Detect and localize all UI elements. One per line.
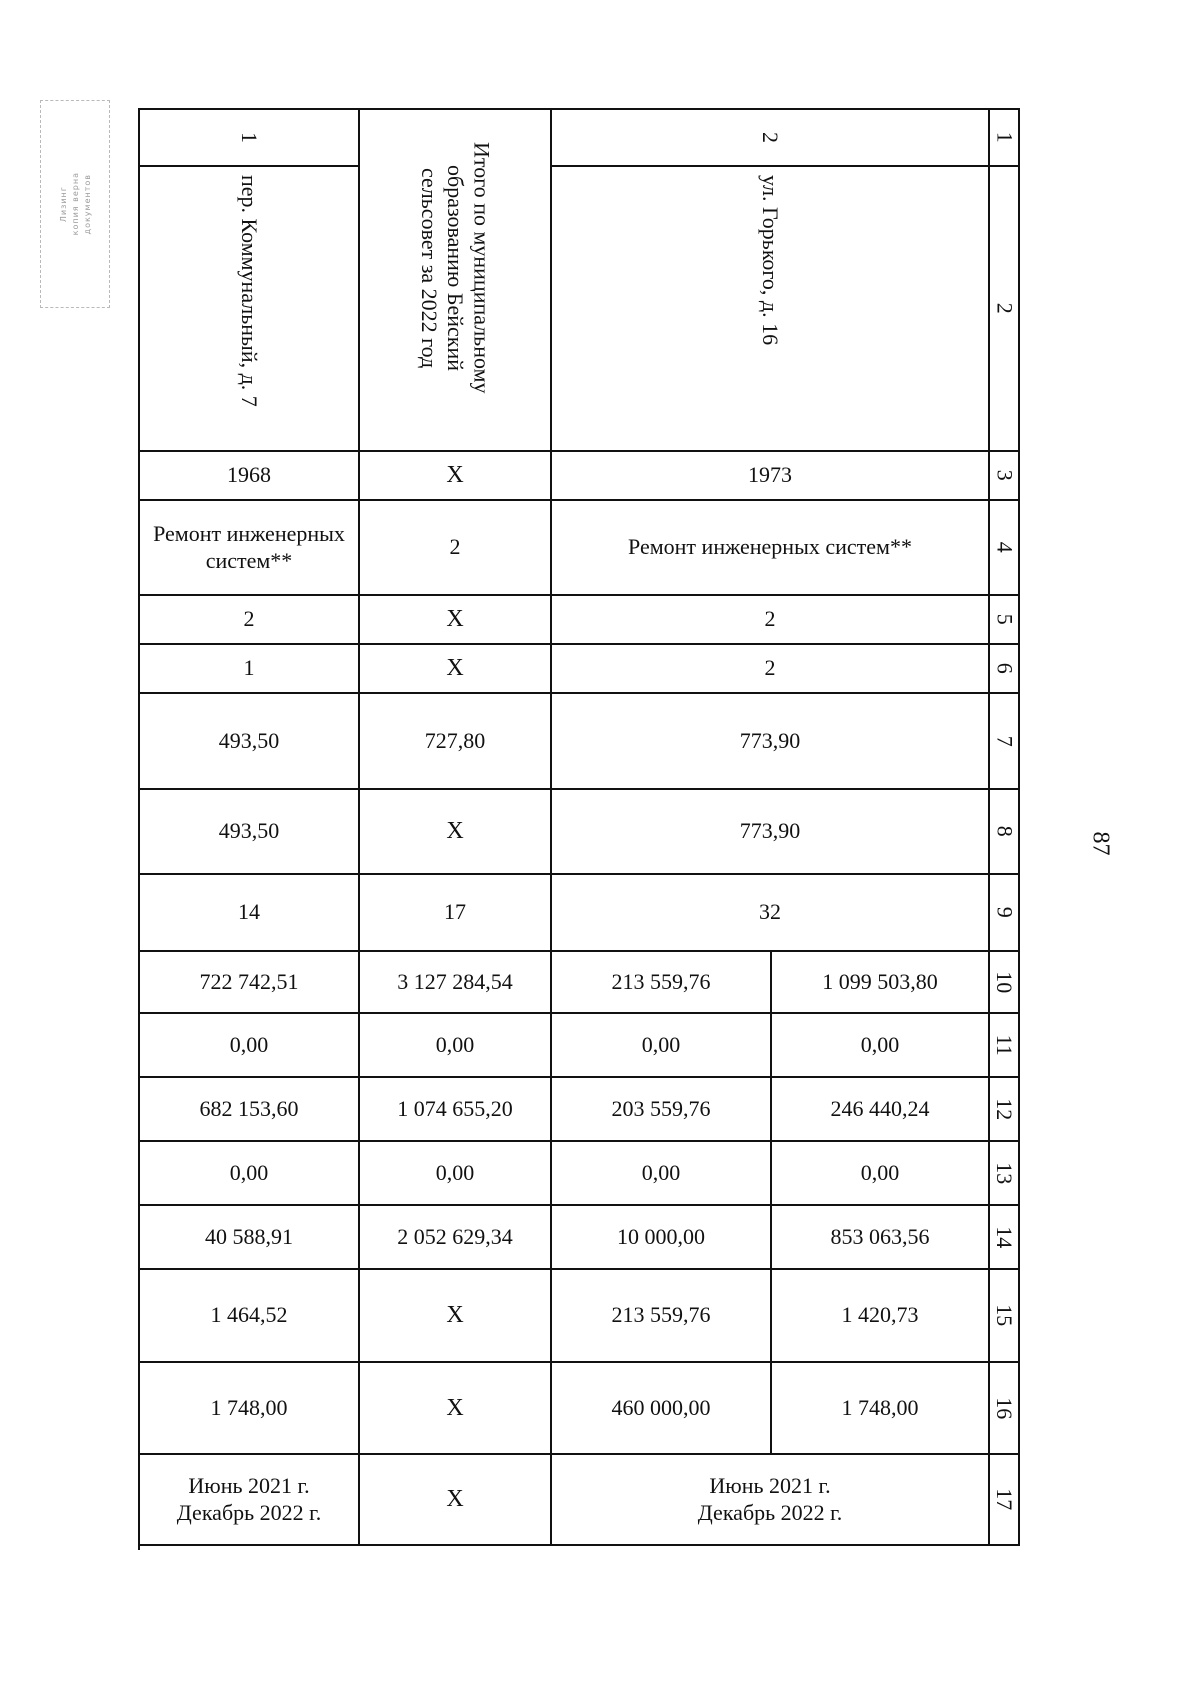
row-number: 15 bbox=[990, 1270, 1020, 1363]
table-cell: 773,90 bbox=[552, 694, 990, 790]
stamp-line: копия верна bbox=[70, 172, 80, 236]
table-cell: 3 127 284,54 bbox=[360, 952, 552, 1014]
table-cell: 213 559,76 bbox=[552, 952, 772, 1014]
row-number: 1 bbox=[990, 110, 1020, 167]
header-col1-name-text: пер. Коммунальный, д. 7 bbox=[237, 175, 263, 407]
row-number: 8 bbox=[990, 790, 1020, 875]
row-number: 10 bbox=[990, 952, 1020, 1014]
table-cell: 40 588,91 bbox=[140, 1206, 360, 1270]
table-cell: X bbox=[360, 452, 552, 501]
table-cell: 1 420,73 bbox=[772, 1270, 990, 1363]
row-number: 3 bbox=[990, 452, 1020, 501]
table-cell: 2 bbox=[140, 596, 360, 645]
table-cell: X bbox=[360, 1455, 552, 1546]
table-cell: 14 bbox=[140, 875, 360, 952]
table-cell: 1 bbox=[140, 645, 360, 694]
header-col1-name bbox=[140, 167, 360, 452]
table-cell: Июнь 2021 г. Декабрь 2022 г. bbox=[552, 1455, 990, 1546]
table-cell: 727,80 bbox=[360, 694, 552, 790]
table-cell: 2 bbox=[360, 501, 552, 596]
table-cell: 493,50 bbox=[140, 694, 360, 790]
table-cell: 773,90 bbox=[552, 790, 990, 875]
table-cell: 0,00 bbox=[552, 1014, 772, 1078]
table-cell: Ремонт инженерных систем** bbox=[552, 501, 990, 596]
header-col1-number bbox=[140, 110, 360, 167]
header-col1-number-text: 1 bbox=[237, 132, 263, 143]
header-col3-name-text: ул. Горького, д. 16 bbox=[758, 175, 784, 346]
row-number: 11 bbox=[990, 1014, 1020, 1078]
table-cell: 682 153,60 bbox=[140, 1078, 360, 1142]
table-cell: 493,50 bbox=[140, 790, 360, 875]
table-cell: 1 748,00 bbox=[772, 1363, 990, 1455]
row-number: 16 bbox=[990, 1363, 1020, 1455]
table-cell: 0,00 bbox=[140, 1014, 360, 1078]
table-cell: X bbox=[360, 596, 552, 645]
data-table bbox=[138, 108, 1020, 1550]
table-cell: 0,00 bbox=[552, 1142, 772, 1206]
row-number: 6 bbox=[990, 645, 1020, 694]
stamp-line: документов bbox=[82, 173, 92, 235]
table-cell: 203 559,76 bbox=[552, 1078, 772, 1142]
table-cell: 17 bbox=[360, 875, 552, 952]
table-cell: 853 063,56 bbox=[772, 1206, 990, 1270]
table-cell: 2 bbox=[552, 645, 990, 694]
table-cell: 2 bbox=[552, 596, 990, 645]
header-total bbox=[360, 110, 552, 452]
table-cell: 1968 bbox=[140, 452, 360, 501]
table-cell: X bbox=[360, 1270, 552, 1363]
table-cell: 0,00 bbox=[772, 1142, 990, 1206]
table-cell: 0,00 bbox=[360, 1014, 552, 1078]
header-total-text: Итого по муниципальному образованию Бейский сельсовет за 2022 год bbox=[416, 142, 495, 394]
table-cell: 1973 bbox=[552, 452, 990, 501]
table-cell: 246 440,24 bbox=[772, 1078, 990, 1142]
table-cell: 1 748,00 bbox=[140, 1363, 360, 1455]
table-cell: 0,00 bbox=[772, 1014, 990, 1078]
table-cell: 1 464,52 bbox=[140, 1270, 360, 1363]
table-cell: 213 559,76 bbox=[552, 1270, 772, 1363]
header-col3-name bbox=[552, 167, 990, 452]
row-number: 2 bbox=[990, 167, 1020, 452]
row-number: 14 bbox=[990, 1206, 1020, 1270]
header-col3-number bbox=[552, 110, 990, 167]
table-cell: Июнь 2021 г. Декабрь 2022 г. bbox=[140, 1455, 360, 1546]
archive-stamp bbox=[40, 100, 110, 308]
table-cell: 10 000,00 bbox=[552, 1206, 772, 1270]
stamp-line: Лизинг bbox=[58, 185, 68, 223]
table-cell: X bbox=[360, 645, 552, 694]
table-cell: 0,00 bbox=[140, 1142, 360, 1206]
table-cell: 32 bbox=[552, 875, 990, 952]
table-cell: 1 099 503,80 bbox=[772, 952, 990, 1014]
table-cell: 2 052 629,34 bbox=[360, 1206, 552, 1270]
row-number: 17 bbox=[990, 1455, 1020, 1546]
table-cell: Ремонт инженерных систем** bbox=[140, 501, 360, 596]
table-cell: 1 074 655,20 bbox=[360, 1078, 552, 1142]
table-cell: 722 742,51 bbox=[140, 952, 360, 1014]
table-cell: X bbox=[360, 1363, 552, 1455]
table-cell: 0,00 bbox=[360, 1142, 552, 1206]
table-cell: X bbox=[360, 790, 552, 875]
row-number: 9 bbox=[990, 875, 1020, 952]
page-number: 87 bbox=[1087, 831, 1114, 856]
header-col3-number-text: 2 bbox=[758, 132, 784, 143]
row-number: 7 bbox=[990, 694, 1020, 790]
table-cell: 460 000,00 bbox=[552, 1363, 772, 1455]
row-number: 13 bbox=[990, 1142, 1020, 1206]
row-number: 4 bbox=[990, 501, 1020, 596]
row-number: 5 bbox=[990, 596, 1020, 645]
row-number: 12 bbox=[990, 1078, 1020, 1142]
